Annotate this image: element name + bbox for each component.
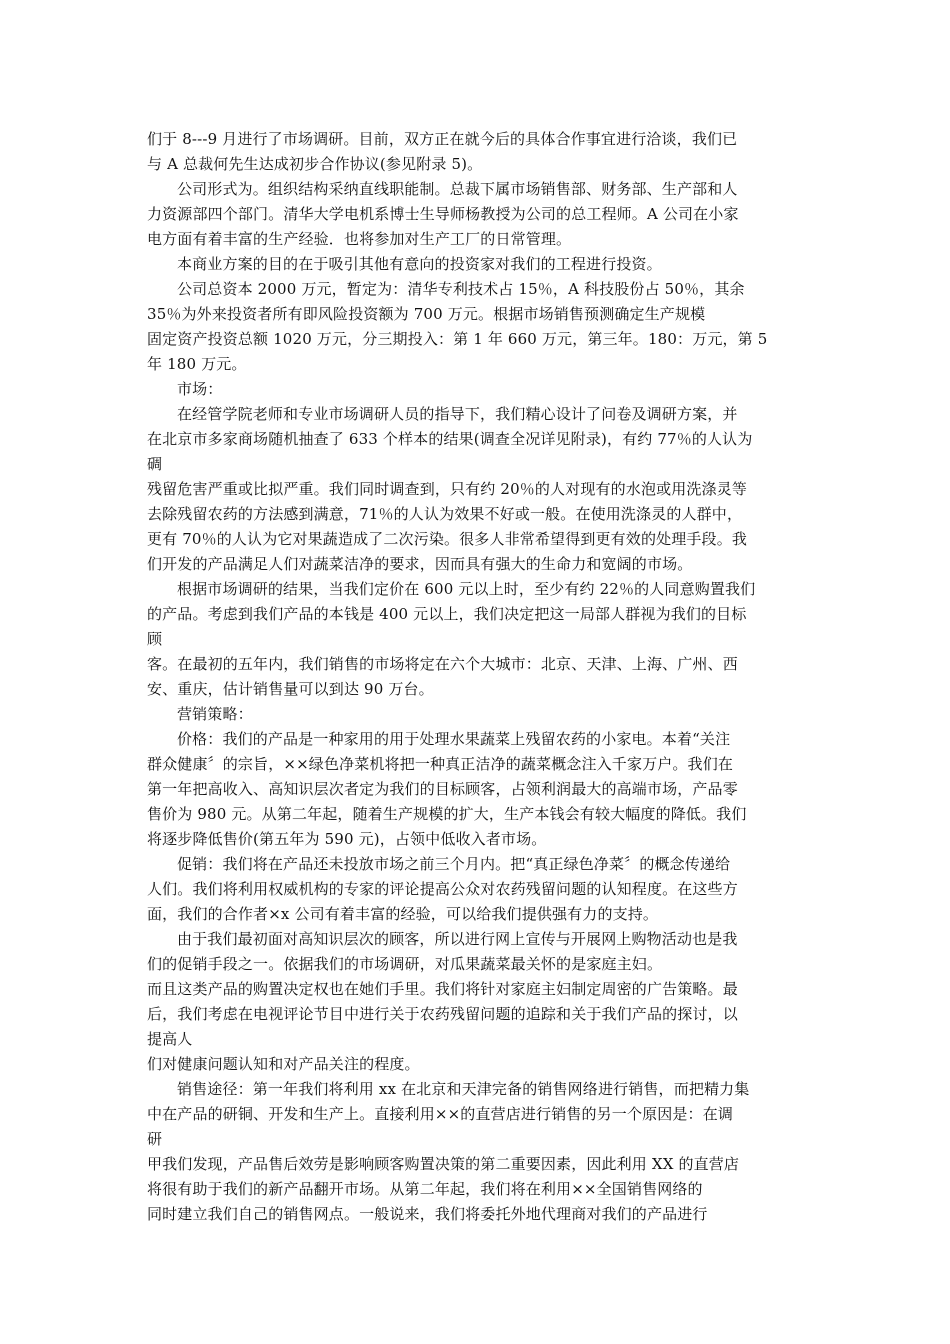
text-line: 第一年把高收入、高知识层次者定为我们的目标顾客，占领利润最大的高端市场，产品零 [147, 780, 738, 798]
text-line: 人们。我们将利用权威机构的专家的评论提高公众对农药残留问题的认知程度。在这些方 [147, 880, 738, 898]
text-line: 后，我们考虑在电视评论节目中进行关于农药残留问题的追踪和关于我们产品的探讨，以 [147, 1005, 738, 1023]
text-line: 残留危害严重或比拟严重。我们同时调查到，只有约 20％的人对现有的水泡或用洗涤灵等 [147, 480, 748, 498]
text-line: 中在产品的研铜、开发和生产上。直接利用××的直营店进行销售的另一个原因是：在调 [147, 1105, 733, 1123]
text-line: 年 180 万元。 [147, 355, 247, 373]
text-line: 将很有助于我们的新产品翻开市场。从第二年起，我们将在利用××全国销售网络的 [147, 1180, 703, 1198]
text-line: 35％为外来投资者所有即风险投资额为 700 万元。根据市场销售预测确定生产规模 [147, 305, 706, 323]
paragraph-start: 促销：我们将在产品还未投放市场之前三个月内。把“真正绿色净菜〞的概念传递给 [177, 855, 731, 873]
text-line: 电方面有着丰富的生产经验．也将参加对生产工厂的日常管理。 [147, 230, 572, 248]
text-line: 甲我们发现，产品售后效劳是影响顾客购置决策的第二重要因素，因此利用 XX 的直营店 [147, 1155, 740, 1173]
text-line: 研 [147, 1130, 163, 1148]
paragraph-start: 根据市场调研的结果，当我们定价在 600 元以上时，至少有约 22％的人同意购置我们 [177, 580, 756, 598]
text-line: 们的促销手段之一。依据我们的市场调研，对瓜果蔬菜最关怀的是家庭主妇。 [147, 955, 663, 973]
paragraph-start: 由于我们最初面对高知识层次的顾客，所以进行网上宣传与开展网上购物活动也是我 [177, 930, 738, 948]
section-heading: 营销策略： [177, 705, 253, 723]
paragraph-start: 公司总资本 2000 万元，暂定为：清华专利技术占 15％，A 科技股份占 50％，其余 [177, 280, 745, 298]
paragraph-start: 本商业方案的目的在于吸引其他有意向的投资家对我们的工程进行投资。 [177, 255, 662, 273]
text-line: 碉 [147, 455, 163, 473]
text-line: 与 A 总裁何先生达成初步合作协议(参见附录 5)。 [147, 155, 483, 173]
text-line: 面，我们的合作者×x 公司有着丰富的经验，可以给我们提供强有力的支持。 [147, 905, 659, 923]
text-line: 安、重庆，估计销售量可以到达 90 万台。 [147, 680, 434, 698]
text-line: 售价为 980 元。从第二年起，随着生产规模的扩大，生产本钱会有较大幅度的降低。我们 [147, 805, 747, 823]
text-line: 固定资产投资总额 1020 万元，分三期投入：第 1 年 660 万元，第三年。180：万元，第 5 [147, 330, 768, 348]
text-line: 客。在最初的五年内，我们销售的市场将定在六个大城市：北京、天津、上海、广州、西 [147, 655, 738, 673]
text-line: 去除残留农药的方法感到满意，71％的人认为效果不好或一般。在使用洗涤灵的人群中， [147, 505, 743, 523]
text-line: 更有 70％的人认为它对果蔬造成了二次污染。很多人非常希望得到更有效的处理手段。我 [147, 530, 748, 548]
text-line: 们于 8---9 月进行了市场调研。目前，双方正在就今后的具体合作事宜进行洽谈，我们已 [147, 130, 738, 148]
section-heading: 市场： [177, 380, 223, 398]
text-line: 力资源部四个部门。清华大学电机系博士生导师杨教授为公司的总工程师。A 公司在小家 [147, 205, 739, 223]
paragraph-start: 在经管学院老师和专业市场调研人员的指导下，我们精心设计了问卷及调研方案，并 [177, 405, 738, 423]
paragraph-start: 销售途径：第一年我们将利用 xx 在北京和天津完备的销售网络进行销售，而把精力集 [177, 1080, 750, 1098]
text-line: 而且这类产品的购置决定权也在她们手里。我们将针对家庭主妇制定周密的广告策略。最 [147, 980, 738, 998]
text-line: 将逐步降低售价(第五年为 590 元)，占领中低收入者市场。 [147, 830, 547, 848]
paragraph-start: 公司形式为。组织结构采纳直线职能制。总裁下属市场销售部、财务部、生产部和人 [177, 180, 738, 198]
text-line: 同时建立我们自己的销售网点。一般说来，我们将委托外地代理商对我们的产品进行 [147, 1205, 708, 1223]
text-line: 提高人 [147, 1030, 193, 1048]
paragraph-start: 价格：我们的产品是一种家用的用于处理水果蔬菜上残留农药的小家电。本着“关注 [177, 730, 731, 748]
text-line: 们开发的产品满足人们对蔬菜洁净的要求，因而具有强大的生命力和宽阔的市场。 [147, 555, 693, 573]
text-line: 顾 [147, 630, 163, 648]
text-line: 群众健康〞的宗旨，××绿色净菜机将把一种真正洁净的蔬菜概念注入千家万户。我们在 [147, 755, 733, 773]
text-line: 们对健康问题认知和对产品关注的程度。 [147, 1055, 420, 1073]
text-line: 在北京市多家商场随机抽查了 633 个样本的结果(调查全况详见附录)，有约 77％的人认为 [147, 430, 753, 448]
text-line: 的产品。考虑到我们产品的本钱是 400 元以上，我们决定把这一局部人群视为我们的目标 [147, 605, 747, 623]
